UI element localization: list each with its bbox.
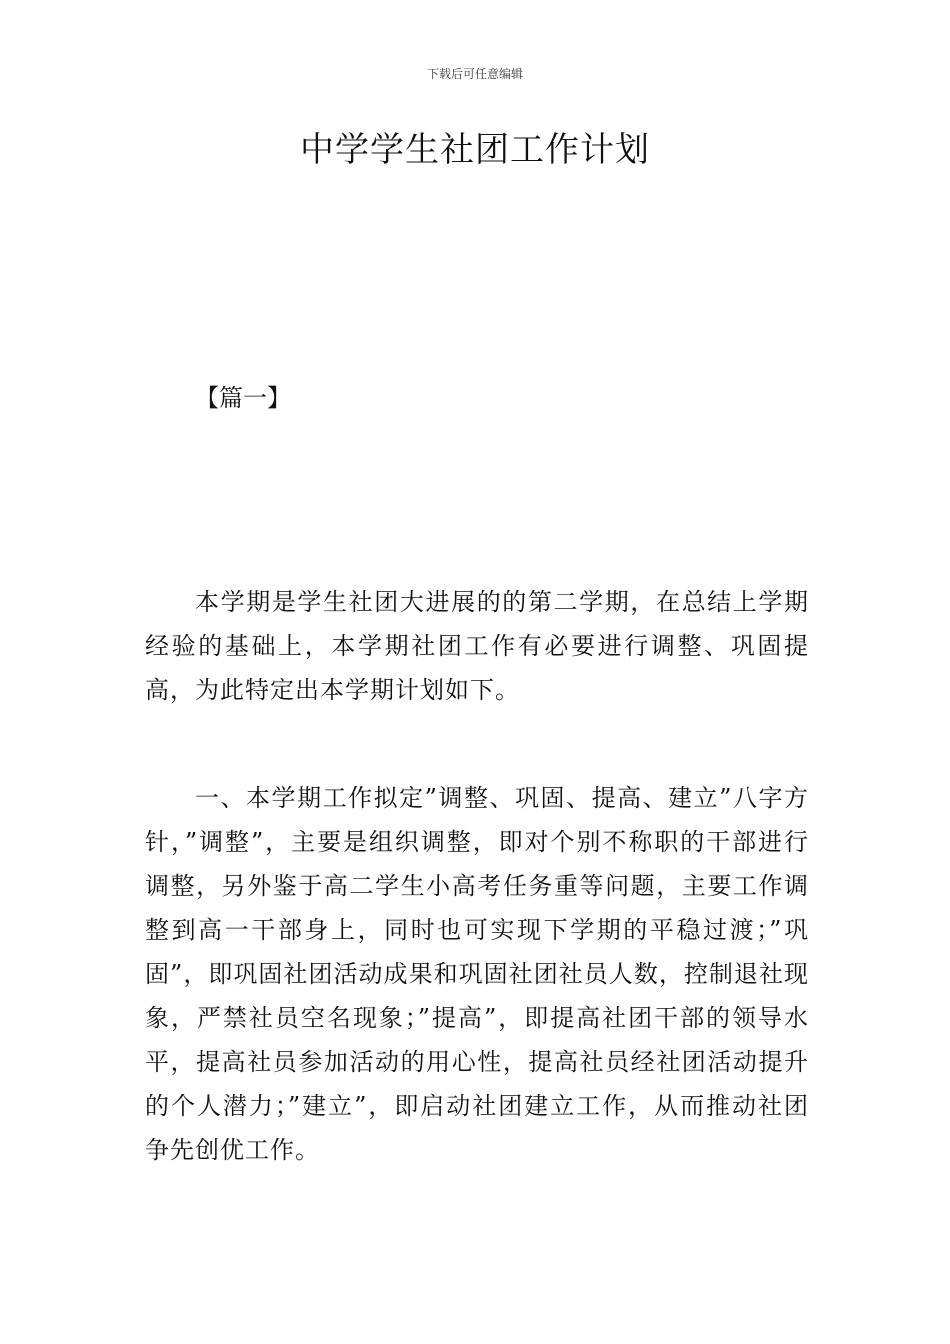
paragraph-policy: 一、本学期工作拟定”调整、巩固、提高、建立”八字方针，”调整”，主要是组织调整，即对个别不称职的干部进行调整，另外鉴于高二学生小高考任务重等问题，主要工作调整到高一干部身上，同时也可实现下学期的平稳过渡；”巩固”，即巩固社团活动成果和巩固社团社员人数，控制退社现象，严禁社员空名现象；”提高”，即提高社团干部的领导水平，提高社员参加活动的用心性，提高社员经社团活动提升的个人潜力；”建立”，即启动社团建立工作，从而推动社团争先创优工作。 — [145, 784, 809, 1164]
document-title: 中学学生社团工作计划 — [300, 130, 650, 170]
paragraph-intro: 本学期是学生社团大进展的的第二学期，在总结上学期经验的基础上，本学期社团工作有必要进行调整、巩固提高，为此特定出本学期计划如下。 — [145, 588, 809, 704]
page-header-note: 下载后可任意编辑 — [426, 67, 523, 81]
section-label: 【篇一】 — [195, 384, 291, 412]
